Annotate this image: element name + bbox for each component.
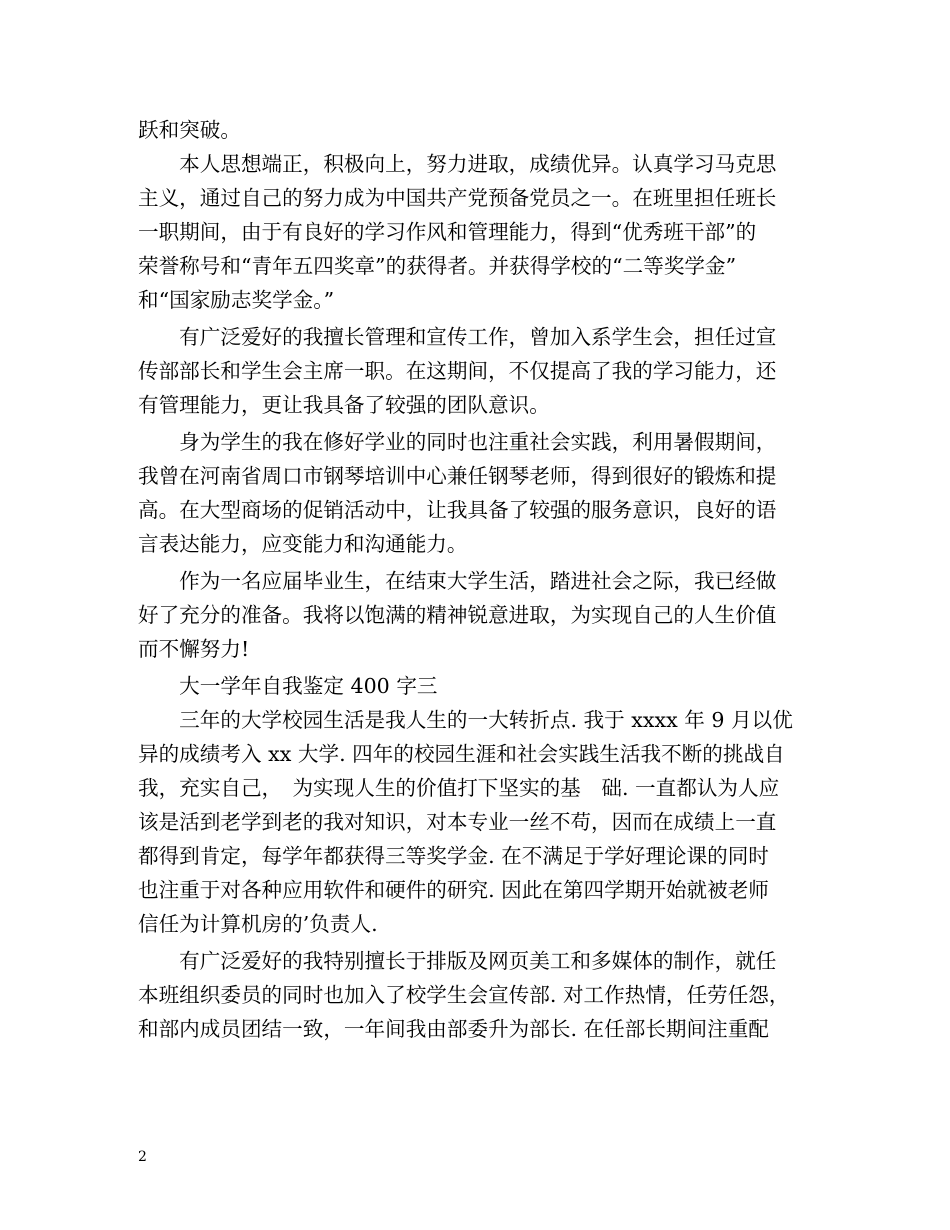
- text-line: 作为一名应届毕业生，在结束大学生活，踏进社会之际，我已经做: [138, 569, 777, 593]
- text-line: 荣誉称号和“青年五四奖章”的获得者。并获得学校的“二等奖学金”: [138, 254, 737, 278]
- text-line: 本人思想端正，积极向上，努力进取，成绩优异。认真学习马克思: [138, 152, 777, 176]
- page-number: 2: [138, 1149, 147, 1165]
- text-line: 我曾在河南省周口市钢琴培训中心兼任钢琴老师，得到很好的锻炼和提: [138, 464, 777, 488]
- text-line: 信任为计算机房的’负责人.: [138, 912, 378, 936]
- text-line: 我，充实自己， 为实现人生的价值打下坚实的基 础. 一直都认为人应: [138, 776, 780, 800]
- text-line: 一职期间，由于有良好的学习作风和管理能力，得到“优秀班干部”的: [138, 220, 757, 244]
- text-line: 和部内成员团结一致，一年间我由部委升为部长. 在任部长期间注重配: [138, 1017, 769, 1041]
- section-heading: 大一学年自我鉴定 400 字三: [138, 674, 438, 698]
- text-line: 三年的大学校园生活是我人生的一大转折点. 我于 xxxx 年 9 月以优: [138, 708, 793, 732]
- text-line: 该是活到老学到老的我对知识，对本专业一丝不苟，因而在成绩上一直: [138, 810, 777, 834]
- text-line: 有管理能力，更让我具备了较强的团队意识。: [138, 393, 550, 417]
- body-text: [138, 113, 822, 1046]
- text-line: 高。在大型商场的促销活动中，让我具备了较强的服务意识，良好的语: [138, 498, 777, 522]
- text-line: 身为学生的我在修好学业的同时也注重社会实践，利用暑假期间，: [138, 430, 777, 454]
- text-line: 有广泛爱好的我特别擅长于排版及网页美工和多媒体的制作，就任: [138, 949, 777, 973]
- text-line: 而不懈努力!: [138, 637, 250, 661]
- text-line: 本班组织委员的同时也加入了校学生会宣传部. 对工作热情，任劳任怨，: [138, 983, 790, 1007]
- text-line: 也注重于对各种应用软件和硬件的研究. 因此在第四学期开始就被老师: [138, 878, 769, 902]
- text-line: 异的成绩考入 xx 大学. 四年的校园生涯和社会实践生活我不断的挑战自: [138, 742, 785, 766]
- text-line: 有广泛爱好的我擅长管理和宣传工作，曾加入系学生会，担任过宣: [138, 325, 777, 349]
- text-line: 和“国家励志奖学金。”: [138, 288, 335, 312]
- text-line: 言表达能力，应变能力和沟通能力。: [138, 532, 468, 556]
- text-line: 跃和突破。: [138, 118, 241, 142]
- text-line: 好了充分的准备。我将以饱满的精神锐意进取，为实现自己的人生价值: [138, 603, 777, 627]
- text-line: 主义，通过自己的努力成为中国共产党预备党员之一。在班里担任班长: [138, 186, 777, 210]
- text-line: 传部部长和学生会主席一职。在这期间，不仅提高了我的学习能力，还: [138, 359, 777, 383]
- text-line: 都得到肯定，每学年都获得三等奖学金. 在不满足于学好理论课的同时: [138, 844, 769, 868]
